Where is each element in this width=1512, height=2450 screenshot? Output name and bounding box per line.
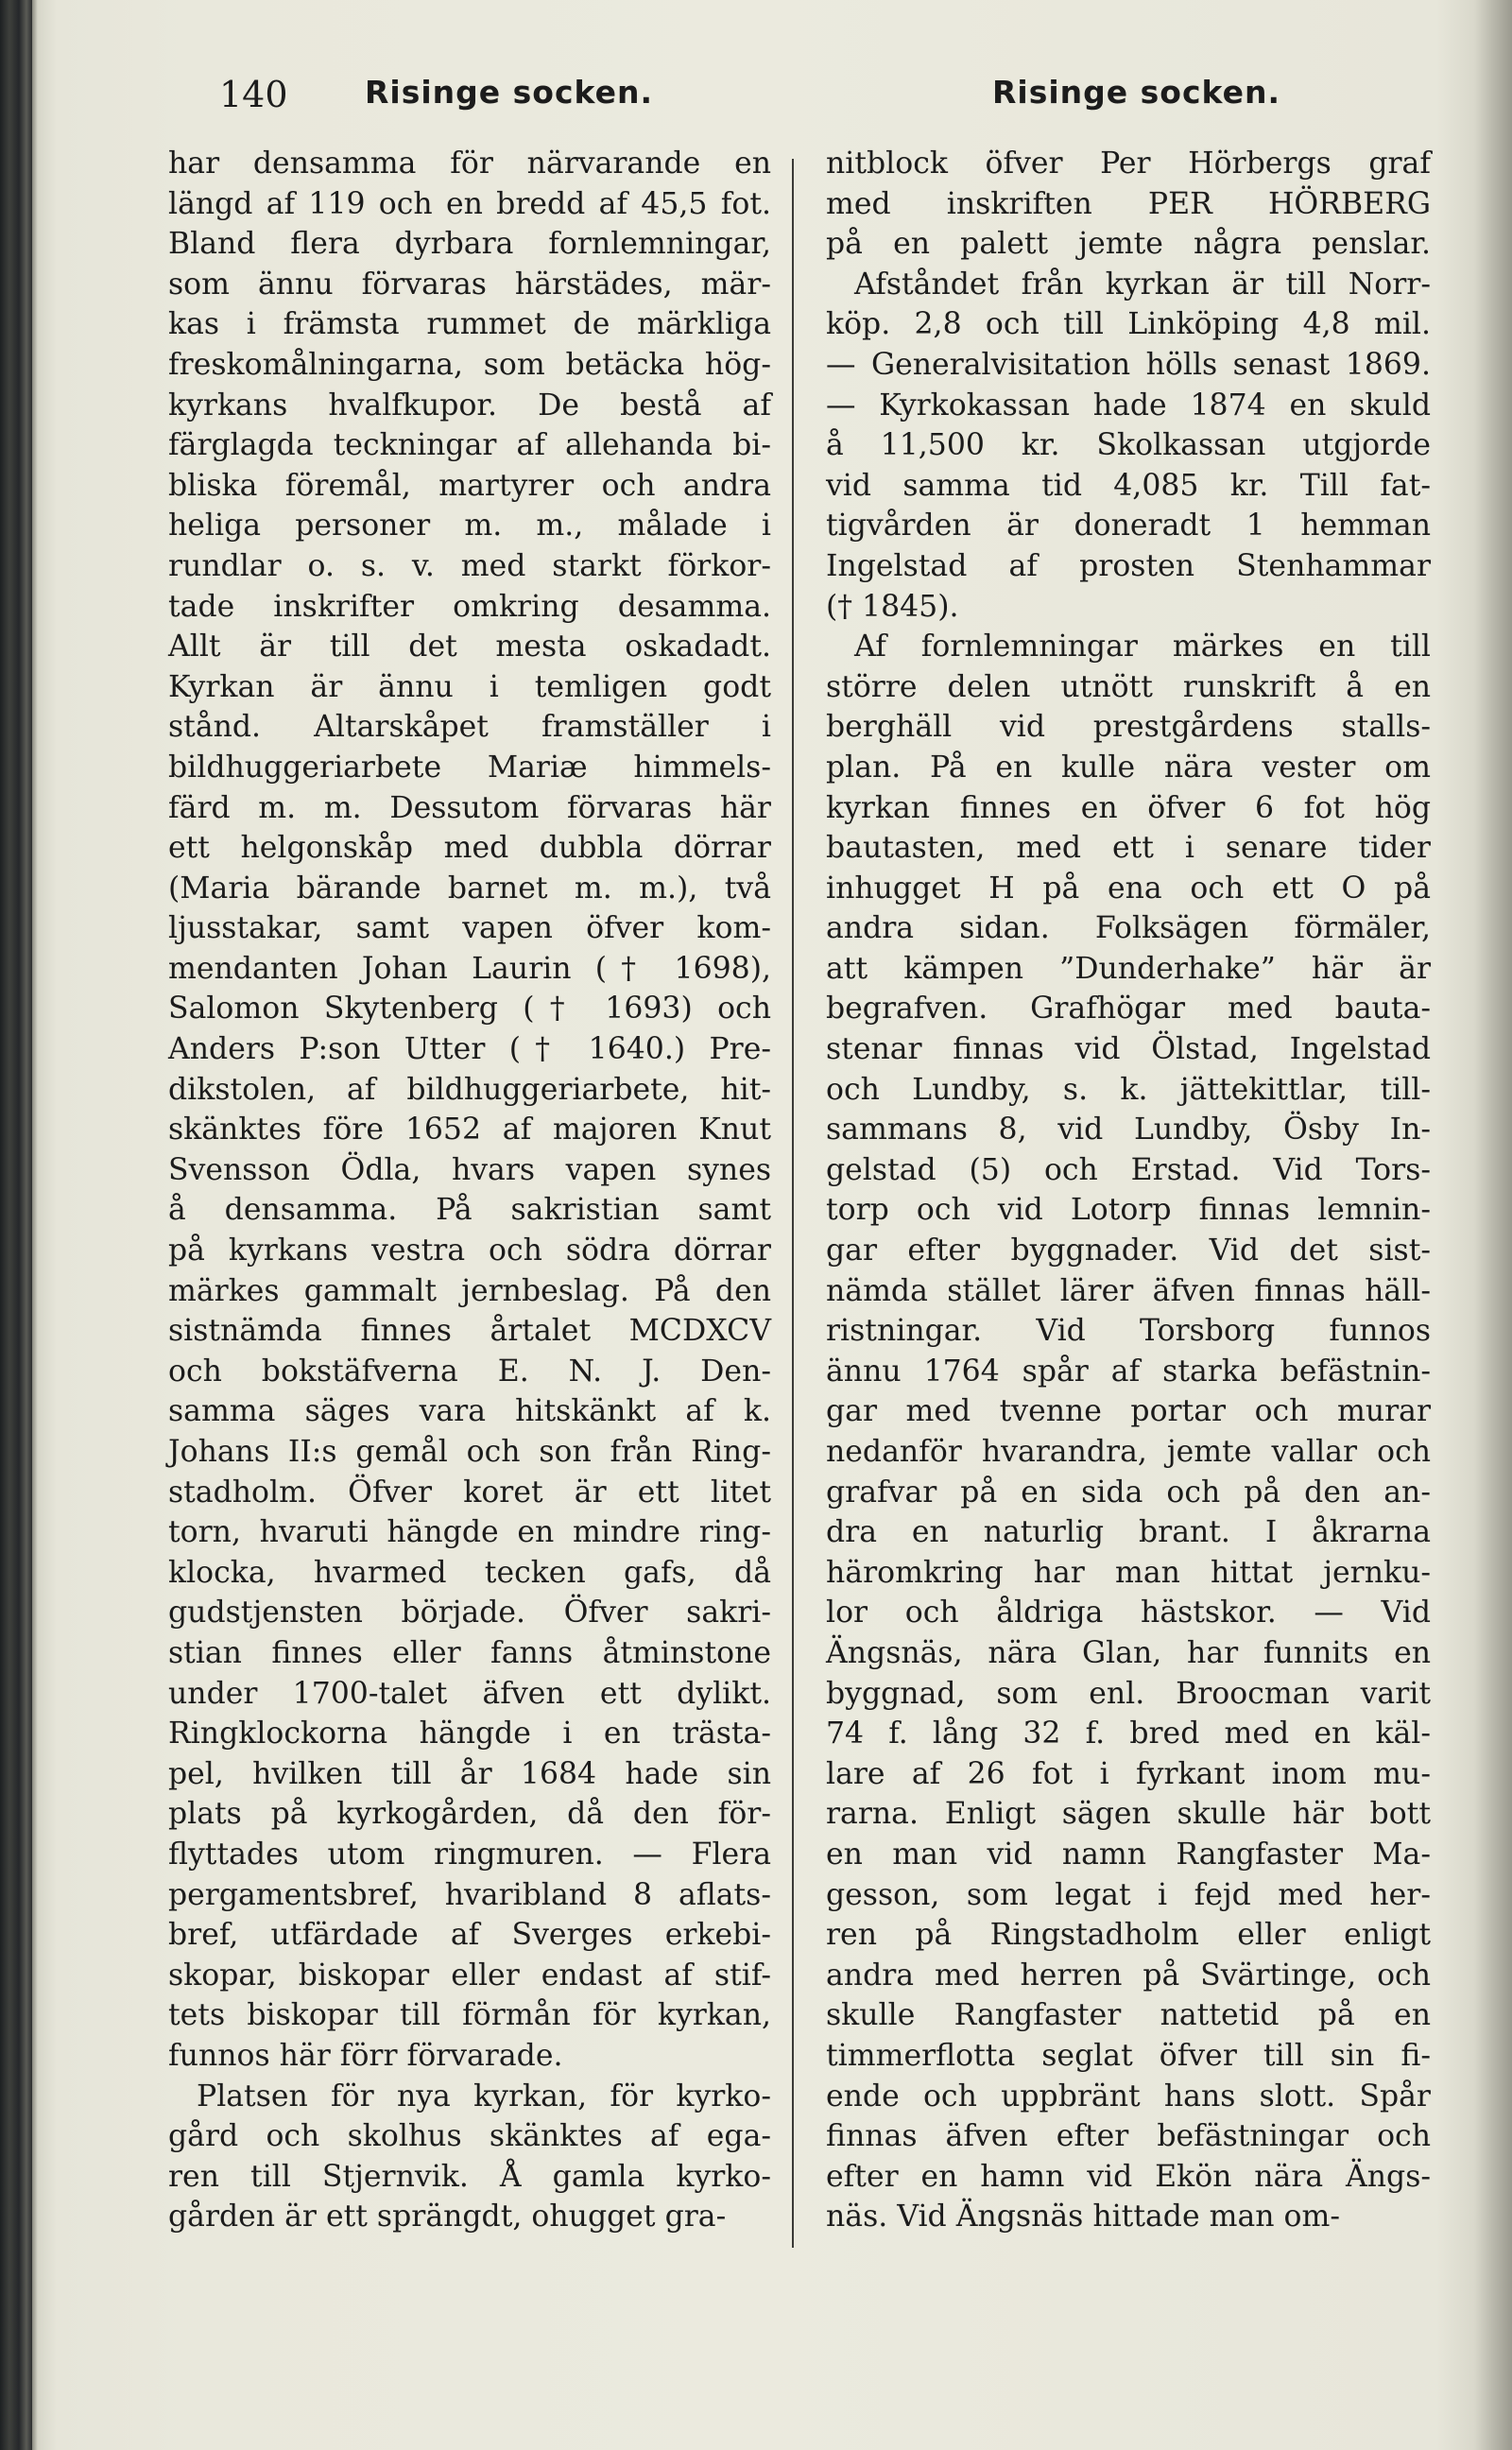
text-line: och Lundby, s. k. jättekittlar, till-: [826, 1072, 1431, 1107]
text-line: lor och åldriga hästskor. — Vid: [826, 1596, 1431, 1630]
text-line: stian finnes eller fanns åtminstone: [168, 1635, 771, 1670]
text-line: näs. Vid Ängsnäs hittade man om-: [826, 2200, 1341, 2234]
text-line: andra med herren på Svärtinge, och: [826, 1958, 1431, 1993]
text-line: gar med tvenne portar och murar: [826, 1394, 1431, 1429]
text-line: flyttades utom ringmuren. — Flera: [168, 1837, 771, 1872]
text-line: bliska föremål, martyrer och andra: [168, 468, 771, 503]
text-line: Kyrkan är ännu i temligen godt: [168, 669, 771, 704]
text-line: begrafven. Grafhögar med bauta-: [826, 992, 1431, 1027]
text-line: Afståndet från kyrkan är till Norr-: [854, 267, 1431, 302]
text-line: — Kyrkokassan hade 1874 en skuld: [826, 388, 1431, 423]
text-line: klocka, hvarmed tecken gafs, då: [168, 1555, 771, 1590]
text-line: heliga personer m. m., målade i: [168, 509, 771, 543]
text-line: Ingelstad af prosten Stenhammar: [826, 548, 1431, 583]
text-line: tets biskopar till förmån för kyrkan,: [168, 1998, 771, 2033]
text-line: gesson, som legat i fejd med her-: [826, 1877, 1431, 1912]
page-number: 140: [219, 74, 288, 115]
text-line: lare af 26 fot i fyrkant inom mu-: [826, 1756, 1431, 1791]
text-line: 74 f. lång 32 f. bred med en käl-: [826, 1717, 1431, 1751]
text-line: torp och vid Lotorp finnas lemnin-: [826, 1193, 1431, 1228]
text-line: på kyrkans vestra och södra dörrar: [168, 1234, 771, 1268]
text-line: plan. På en kulle nära vester om: [826, 750, 1431, 785]
text-line: tigvården är doneradt 1 hemman: [826, 509, 1431, 543]
text-line: ren på Ringstadholm eller enligt: [826, 1918, 1431, 1953]
text-line: gar efter byggnader. Vid det sist-: [826, 1234, 1431, 1268]
text-line: torn, hvaruti hängde en mindre ring-: [168, 1515, 771, 1550]
text-line: nitblock öfver Per Hörbergs graf: [826, 147, 1431, 181]
text-line: finnas äfven efter befästningar och: [826, 2119, 1431, 2154]
text-line: färd m. m. Dessutom förvaras här: [168, 790, 771, 825]
text-line: på en palett jemte några penslar.: [826, 227, 1431, 262]
text-line: märkes gammalt jernbeslag. På den: [168, 1273, 771, 1308]
text-line: skopar, biskopar eller endast af stif-: [168, 1958, 771, 1993]
text-line: stånd. Altarskåpet framställer i: [168, 710, 771, 745]
text-line: mendanten Johan Laurin († 1698),: [168, 951, 771, 986]
text-line: rarna. Enligt sägen skulle här bott: [826, 1797, 1431, 1832]
text-line: bref, utfärdade af Sverges erkebi-: [168, 1918, 771, 1953]
text-line: efter en hamn vid Ekön nära Ängs-: [826, 2159, 1431, 2194]
text-line: inhugget H på ena och ett O på: [826, 871, 1431, 906]
text-line: gården är ett sprängdt, ohugget gra-: [168, 2200, 727, 2234]
text-line: kyrkans hvalfkupor. De bestå af: [168, 388, 771, 423]
text-line: gård och skolhus skänktes af ega-: [168, 2119, 771, 2154]
text-line: tade inskrifter omkring desamma.: [168, 589, 771, 624]
text-line: att kämpen ”Dunderhake” här är: [826, 951, 1431, 986]
text-line: stadholm. Öfver koret är ett litet: [168, 1475, 771, 1510]
text-line: köp. 2,8 och till Linköping 4,8 mil.: [826, 307, 1431, 342]
text-line: sammans 8, vid Lundby, Ösby In-: [826, 1113, 1431, 1147]
text-line: Ringklockorna hängde i en trästa-: [168, 1717, 771, 1751]
text-line: Ängsnäs, nära Glan, har funnits en: [826, 1635, 1431, 1670]
text-line: under 1700-talet äfven ett dylikt.: [168, 1676, 771, 1711]
text-line: och bokstäfverna E. N. J. Den-: [168, 1354, 771, 1389]
text-line: nämda stället lärer äfven finnas häll-: [826, 1273, 1431, 1308]
text-line: större delen utnött runskrift å en: [826, 669, 1431, 704]
text-line: Johans II:s gemål och son från Ring-: [168, 1435, 771, 1469]
text-line: bautasten, med ett i senare tider: [826, 831, 1431, 866]
text-line: pel, hvilken till år 1684 hade sin: [168, 1756, 771, 1791]
text-line: kyrkan finnes en öfver 6 fot hög: [826, 790, 1431, 825]
right-text-column: [826, 144, 1431, 2237]
text-line: skänktes före 1652 af majoren Knut: [168, 1113, 771, 1147]
text-line: nedanför hvarandra, jemte vallar och: [826, 1435, 1431, 1469]
book-binding-edge: [0, 0, 32, 2450]
left-text-column: [168, 144, 771, 2237]
text-line: som ännu förvaras härstädes, mär-: [168, 267, 771, 302]
text-line: ännu 1764 spår af starka befästnin-: [826, 1354, 1431, 1389]
column-divider: [792, 159, 794, 2248]
running-head-left: Risinge socken.: [365, 74, 654, 111]
text-line: andra sidan. Folksägen förmäler,: [826, 911, 1431, 946]
text-line: längd af 119 och en bredd af 45,5 fot.: [168, 186, 771, 221]
text-line: Svensson Ödla, hvars vapen synes: [168, 1152, 771, 1187]
text-line: plats på kyrkogården, då den för-: [168, 1797, 771, 1832]
text-line: timmerflotta seglat öfver till sin fi-: [826, 2038, 1431, 2073]
text-line: Salomon Skytenberg († 1693) och: [168, 992, 771, 1027]
text-line: dikstolen, af bildhuggeriarbete, hit-: [168, 1072, 771, 1107]
text-line: (Maria bärande barnet m. m.), två: [168, 871, 771, 906]
text-line: har densamma för närvarande en: [168, 147, 771, 181]
text-line: Af fornlemningar märkes en till: [854, 630, 1431, 664]
running-head-right: Risinge socken.: [992, 74, 1281, 111]
text-line: skulle Rangfaster nattetid på en: [826, 1998, 1431, 2033]
text-line: dra en naturlig brant. I åkrarna: [826, 1515, 1431, 1550]
text-line: å 11,500 kr. Skolkassan utgjorde: [826, 428, 1431, 463]
text-line: († 1845).: [826, 589, 959, 624]
text-line: gelstad (5) och Erstad. Vid Tors-: [826, 1152, 1431, 1187]
text-line: ristningar. Vid Torsborg funnos: [826, 1314, 1431, 1349]
text-line: Bland flera dyrbara fornlemningar,: [168, 227, 771, 262]
text-line: med inskriften PER HÖRBERG: [826, 186, 1431, 221]
text-line: Allt är till det mesta oskadadt.: [168, 630, 771, 664]
text-line: gudstjensten började. Öfver sakri-: [168, 1596, 771, 1630]
text-line: Platsen för nya kyrkan, för kyrko-: [197, 2079, 771, 2114]
text-line: ren till Stjernvik. Å gamla kyrko-: [168, 2159, 771, 2194]
text-line: grafvar på en sida och på den an-: [826, 1475, 1431, 1510]
text-line: vid samma tid 4,085 kr. Till fat-: [826, 468, 1431, 503]
text-line: sistnämda finnes årtalet MCDXCV: [168, 1314, 771, 1349]
text-line: — Generalvisitation hölls senast 1869.: [826, 347, 1431, 382]
text-line: ett helgonskåp med dubbla dörrar: [168, 831, 771, 866]
text-line: berghäll vid prestgårdens stalls-: [826, 710, 1431, 745]
text-line: ende och uppbränt hans slott. Spår: [826, 2079, 1431, 2114]
text-line: å densamma. På sakristian samt: [168, 1193, 771, 1228]
text-line: kas i främsta rummet de märkliga: [168, 307, 771, 342]
text-line: Anders P:son Utter († 1640.) Pre-: [168, 1032, 771, 1067]
text-line: stenar finnas vid Ölstad, Ingelstad: [826, 1032, 1431, 1067]
text-line: färglagda teckningar af allehanda bi-: [168, 428, 771, 463]
text-line: häromkring har man hittat jernku-: [826, 1555, 1431, 1590]
text-line: ljusstakar, samt vapen öfver kom-: [168, 911, 771, 946]
text-line: bildhuggeriarbete Mariæ himmels-: [168, 750, 771, 785]
text-line: pergamentsbref, hvaribland 8 aflats-: [168, 1877, 771, 1912]
text-line: byggnad, som enl. Broocman varit: [826, 1676, 1431, 1711]
text-line: samma säges vara hitskänkt af k.: [168, 1394, 771, 1429]
text-line: rundlar o. s. v. med starkt förkor-: [168, 548, 771, 583]
text-line: funnos här förr förvarade.: [168, 2038, 563, 2073]
text-line: en man vid namn Rangfaster Ma-: [826, 1837, 1431, 1872]
text-line: freskomålningarna, som betäcka hög-: [168, 347, 771, 382]
